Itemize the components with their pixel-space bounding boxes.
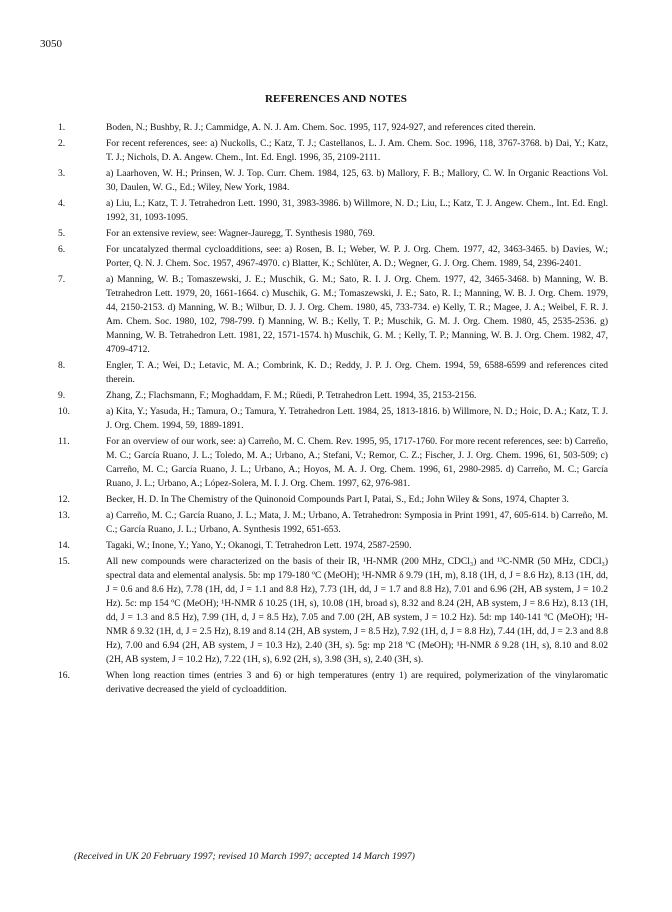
reference-number: 5. xyxy=(58,228,66,239)
reference-number: 4. xyxy=(58,198,66,209)
reference-text: Engler, T. A.; Wei, D.; Letavic, M. A.; Combrink, K. D.; Reddy, J. P. J. Org. Chem. 1994, 59, 6588-6599 and references cited therein. xyxy=(106,360,608,385)
reference-number: 13. xyxy=(58,510,70,521)
reference-number: 14. xyxy=(58,540,70,551)
reference-text: Becker, H. D. In The Chemistry of the Quinonoid Compounds Part I, Patai, S., Ed.; John Wiley & Sons, 1974, Chapter 3. xyxy=(106,494,569,505)
page-number: 3050 xyxy=(40,38,62,50)
reference-item xyxy=(58,493,608,507)
reference-item xyxy=(58,555,608,667)
reference-number: 9. xyxy=(58,390,66,401)
reference-number: 2. xyxy=(58,138,66,149)
reference-item xyxy=(58,509,608,537)
reference-text: a) Kita, Y.; Yasuda, H.; Tamura, O.; Tamura, Y. Tetrahedron Lett. 1984, 25, 1813-1816. b) Willmore, N. D.; Hoic, D. A.; Katz, T. J. J. Org. Chem. 1994, 59, 1889-1891. xyxy=(106,406,608,431)
reference-number: 10. xyxy=(58,406,70,417)
reference-number: 11. xyxy=(58,436,70,447)
reference-item xyxy=(58,243,608,271)
reference-item xyxy=(58,273,608,357)
reference-item xyxy=(58,167,608,195)
reference-item xyxy=(58,405,608,433)
reference-item xyxy=(58,669,608,697)
reference-text: a) Laarhoven, W. H.; Prinsen, W. J. Top. Curr. Chem. 1984, 125, 63. b) Mallory, F. B.; Mallory, C. W. In Organic Reactions Vol. 30, Daulen, W. G., Ed.; Wiley, New York, 1984. xyxy=(106,168,608,193)
reference-item xyxy=(58,227,608,241)
reference-text: When long reaction times (entries 3 and 6) or high temperatures (entry 1) are required, polymerization of the vinylaromatic derivative decreased the yield of cycloaddition. xyxy=(106,670,608,695)
reference-text: For an overview of our work, see: a) Carreño, M. C. Chem. Rev. 1995, 95, 1717-1760. For more recent references, see: b) Carreño, M. C.; García Ruano, J. L.; Toledo, M. A.; Urbano, A.; Stefani, V.; Remor, C. Z.; Fischer, J. J. Org. Chem. 1996, 61, 503-509; c) Carreño, M. C.; García Ruano, J. L.; Urbano, A.; Hoyos, M. A. J. Org. Chem. 1996, 61, 2980-2985. d) Carreño, M. C.; García Ruano, J. L.; Urbano, A.; López-Solera, M. I. J. Org. Chem. 1997, 62, 976-981. xyxy=(106,436,608,489)
reference-item xyxy=(58,359,608,387)
reference-number: 16. xyxy=(58,670,70,681)
reference-item xyxy=(58,137,608,165)
reference-text: All new compounds were characterized on the basis of their IR, ¹H-NMR (200 MHz, CDCl₃) and ¹³C-NMR (50 MHz, CDCl₃) spectral data and elemental analysis. 5b: mp 179-180 ºC (MeOH); ¹H-NMR δ 9.79 (1H, m), 8.18 (1H, d, J = 8.6 Hz), 8.13 (1H, dd, J = 0.6 and 8.6 Hz), 7.78 (1H, dd, J = 1.1 and 8.8 Hz), 7.73 (1H, dd, J = 1.7 and 8.8 Hz), 7.01 and 6.96 (2H, AB system, J = 10.2 Hz). 5c: mp 154 ºC (MeOH); ¹H-NMR δ 10.25 (1H, s), 10.08 (1H, broad s), 8.32 and 8.24 (2H, AB system, J = 8.6 Hz), 8.13 (1H, dd, J = 1.3 and 8.5 Hz), 7.99 (1H, d, J = 8.5 Hz), 7.05 and 7.00 (2H, AB system, J = 10.2 Hz). 5d: mp 140-141 ºC (MeOH); ¹H-NMR δ 9.32 (1H, d, J = 2.5 Hz), 8.19 and 8.14 (2H, AB system, J = 8.5 Hz), 7.92 (1H, d, J = 8.8 Hz), 7.44 (1H, dd, J = 2.3 and 8.8 Hz), 7.00 and 6.94 (2H, AB system, J = 10.3 Hz), 2.40 (3H, s). 5g: mp 218 ºC (MeOH); ¹H-NMR δ 9.28 (1H, s), 8.10 and 8.02 (2H, AB system, J = 10.2 Hz), 7.22 (1H, s), 6.92 (2H, s), 3.98 (3H, s), 2.40 (3H, s). xyxy=(106,556,608,665)
reference-text: For recent references, see: a) Nuckolls, C.; Katz, T. J.; Castellanos, L. J. Am. Chem. Soc. 1996, 118, 3767-3768. b) Dai, Y.; Katz, T. J.; Nichols, D. A. Angew. Chem., Int. Ed. Engl. 1996, 35, 2109-2111. xyxy=(106,138,608,163)
reference-text: Boden, N.; Bushby, R. J.; Cammidge, A. N. J. Am. Chem. Soc. 1995, 117, 924-927, and references cited therein. xyxy=(106,122,536,133)
reference-number: 6. xyxy=(58,244,66,255)
reference-text: Tagaki, W.; Inone, Y.; Yano, Y.; Okanogi, T. Tetrahedron Lett. 1974, 2587-2590. xyxy=(106,540,412,551)
reference-number: 3. xyxy=(58,168,66,179)
reference-item xyxy=(58,435,608,491)
reference-text: a) Carreño, M. C.; García Ruano, J. L.; Mata, J. M.; Urbano, A. Tetrahedron: Symposia in Print 1991, 47, 605-614. b) Carreño, M. C.; García Ruano, J. L.; Urbano, A. Synthesis 1992, 651-653. xyxy=(106,510,608,535)
reference-text: a) Manning, W. B.; Tomaszewski, J. E.; Muschik, G. M.; Sato, R. I. J. Org. Chem. 1977, 42, 3465-3468. b) Manning, W. B. Tetrahedron Lett. 1979, 20, 1661-1664. c) Muschik, G. M.; Tomaszewski, J. E.; Sato, R. I.; Manning, W. B. J. Org. Chem. 1979, 44, 2150-2153. d) Manning, W. B.; Wilbur, D. J. J. Org. Chem. 1980, 45, 733-734. e) Kelly, T. R.; Magee, J. A.; Weibel, F. R. J. Am. Chem. Soc. 1980, 102, 798-799. f) Manning, W. B.; Kelly, T. P.; Muschik, G. M. J. Org. Chem. 1980, 45, 2535-2536. g) Manning, W. B. Tetrahedron Lett. 1981, 22, 1571-1574. h) Muschik, G. M. ; Kelly, T. P.; Manning, W. B. J. Org. Chem. 1982, 47, 4709-4712. xyxy=(106,274,608,355)
reference-text: Zhang, Z.; Flachsmann, F.; Moghaddam, F. M.; Rüedi, P. Tetrahedron Lett. 1994, 35, 2153-2156. xyxy=(106,390,477,401)
reference-number: 15. xyxy=(58,556,70,567)
reference-number: 12. xyxy=(58,494,70,505)
received-dates-footer: (Received in UK 20 February 1997; revised 10 March 1997; accepted 14 March 1997) xyxy=(74,851,415,862)
reference-number: 7. xyxy=(58,274,66,285)
reference-text: For an extensive review, see: Wagner-Jauregg, T. Synthesis 1980, 769. xyxy=(106,228,375,239)
reference-item xyxy=(58,197,608,225)
reference-item xyxy=(58,121,608,135)
reference-text: a) Liu, L.; Katz, T. J. Tetrahedron Lett. 1990, 31, 3983-3986. b) Willmore, N. D.; Liu, L.; Katz, T. J. Angew. Chem., Int. Ed. Engl. 1992, 31, 1093-1095. xyxy=(106,198,608,223)
reference-text: For uncatalyzed thermal cycloadditions, see: a) Rosen, B. I.; Weber, W. P. J. Org. Chem. 1977, 42, 3463-3465. b) Davies, W.; Porter, Q. N. J. Chem. Soc. 1957, 4967-4970. c) Blatter, K.; Schlüter, A. D.; Wegner, G. J. Org. Chem. 1989, 54, 2396-2401. xyxy=(106,244,608,269)
reference-list xyxy=(58,121,608,699)
reference-item xyxy=(58,539,608,553)
reference-item xyxy=(58,389,608,403)
reference-number: 8. xyxy=(58,360,66,371)
section-title: REFERENCES AND NOTES xyxy=(265,93,407,105)
reference-number: 1. xyxy=(58,122,66,133)
